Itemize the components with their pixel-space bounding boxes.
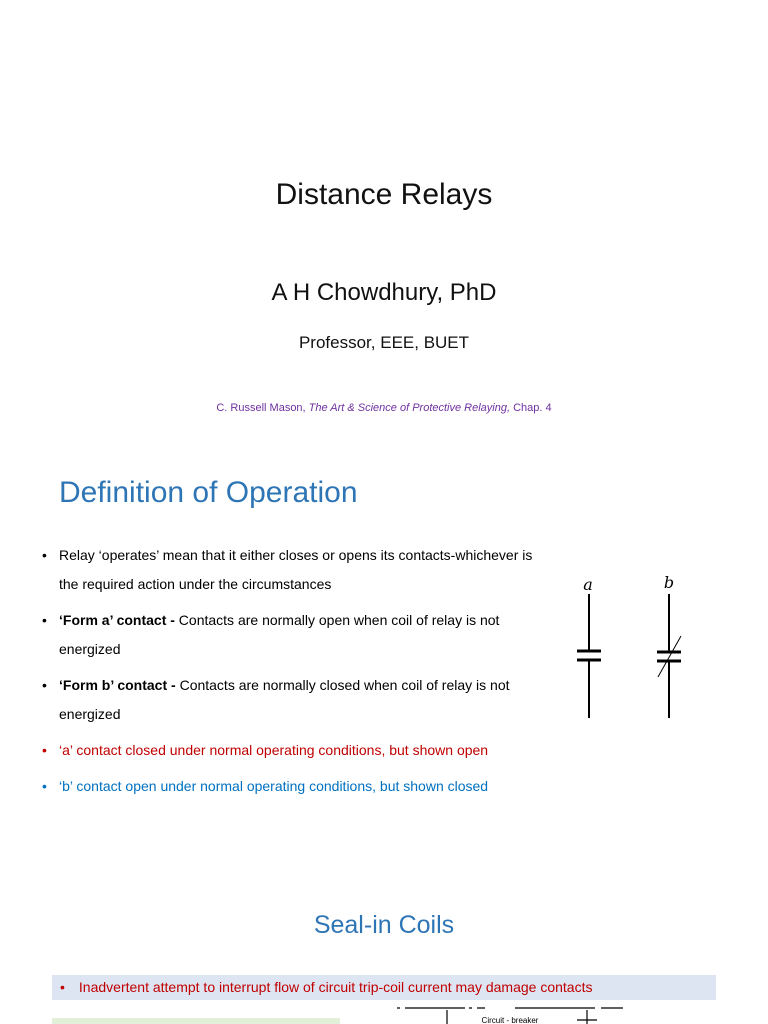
bullet-bold: ‘Form b’ contact -: [59, 677, 176, 693]
green-text-box: [52, 1018, 340, 1024]
definition-bullet-list: [42, 541, 542, 808]
form-a-label: a: [583, 575, 593, 594]
seal-in-bullet: • Inadvertent attempt to interrupt flow of circuit trip-coil current may damage contacts: [60, 979, 593, 995]
bullet-text: ‘a’ contact closed under normal operating conditions, but shown open: [59, 742, 489, 758]
bullet-bold: ‘Form a’ contact -: [59, 612, 175, 628]
contact-symbols-figure: [560, 572, 700, 722]
circuit-breaker-label: Circuit - breaker: [481, 1016, 539, 1024]
bullet-item: • ‘Form b’ contact - Contacts are normally closed when coil of relay is not energized: [42, 677, 510, 722]
form-a-contact-symbol: [577, 594, 601, 718]
bullet-item: • Relay ‘operates’ mean that it either closes or opens its contacts-whichever is the required action under the circumstances: [42, 547, 533, 592]
form-b-label: b: [663, 573, 675, 592]
section-heading-definition: Definition of Operation: [59, 476, 358, 509]
bullet-text: ‘b’ contact open under normal operating conditions, but shown closed: [59, 778, 489, 794]
author-name: A H Chowdhury, PhD: [271, 279, 497, 306]
bullet-text: Relay ‘operates’ mean that it either closes or opens its contacts-whichever is the required action under the circumstances: [59, 547, 533, 592]
bullet-item: • ‘Form a’ contact - Contacts are normally open when coil of relay is not energized: [42, 612, 500, 657]
bullet-item: • ‘a’ contact closed under normal operating conditions, but shown open: [42, 742, 489, 758]
bullet-text: Inadvertent attempt to interrupt flow of circuit trip-coil current may damage contacts: [78, 979, 593, 995]
bullet-text: Contacts are normally closed when coil of relay is not energized: [59, 677, 510, 722]
reference-prefix: C. Russell Mason,: [216, 402, 309, 414]
reference-book: The Art & Science of Protective Relaying,: [308, 402, 511, 414]
reference-suffix: Chap. 4: [510, 402, 552, 414]
form-b-contact-symbol: [657, 594, 681, 718]
author-affiliation: Professor, EEE, BUET: [298, 333, 470, 352]
slide-title: Distance Relays: [275, 178, 493, 211]
bullet-text: Contacts are normally open when coil of relay is not energized: [59, 612, 500, 657]
section-heading-seal-in: Seal-in Coils: [313, 911, 455, 939]
bullet-item: • ‘b’ contact open under normal operating conditions, but shown closed: [42, 778, 489, 794]
reference-citation: [0, 402, 768, 414]
circuit-diagram-figure: [395, 1004, 625, 1024]
